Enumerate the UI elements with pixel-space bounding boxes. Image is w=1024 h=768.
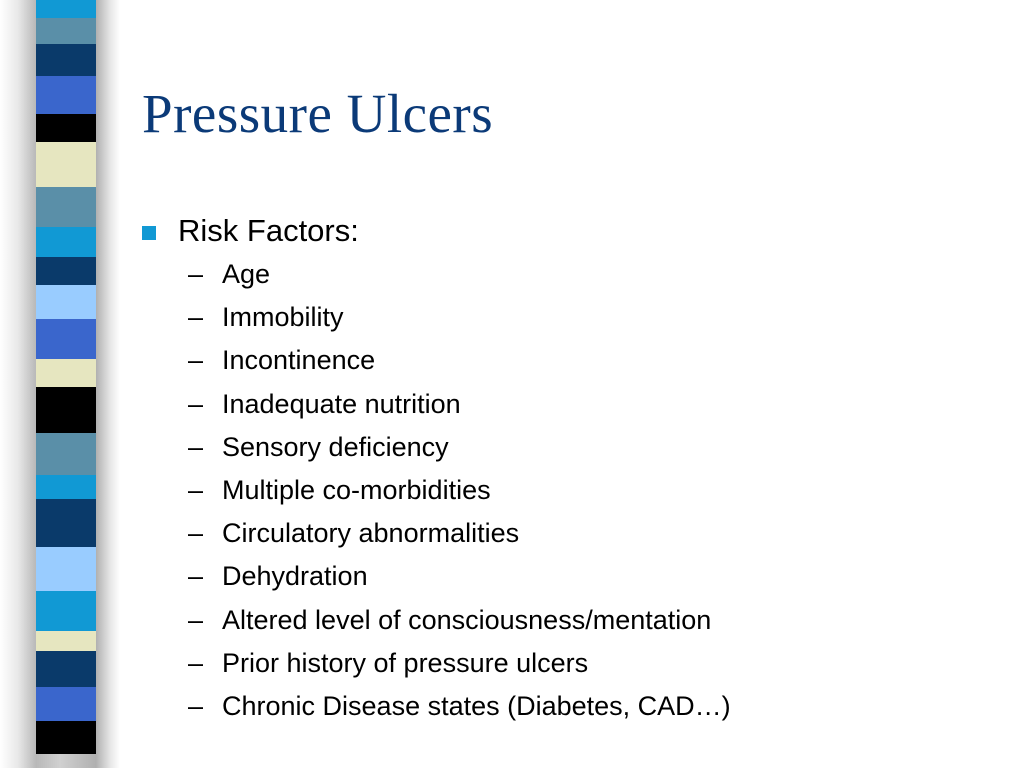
stripe-segment <box>36 319 96 359</box>
list-item <box>188 426 731 469</box>
stripe-segment <box>36 142 96 187</box>
list-item <box>188 469 731 512</box>
stripe-segment <box>36 547 96 591</box>
stripe-segment <box>36 499 96 547</box>
list-item-text: Altered level of consciousness/mentation <box>222 604 712 635</box>
dash-marker: – <box>188 604 204 635</box>
dash-marker: – <box>188 259 204 290</box>
dash-marker: – <box>188 431 204 462</box>
stripe-segment <box>36 721 96 754</box>
list-item <box>188 253 731 296</box>
stripe-segment <box>36 0 96 18</box>
stripe-segment <box>36 433 96 475</box>
list-item <box>188 512 731 555</box>
list-item-text: Dehydration <box>222 561 368 592</box>
list-item <box>188 339 731 382</box>
stripe-segment <box>36 44 96 76</box>
stripe-segment <box>36 18 96 44</box>
stripe-segment <box>36 631 96 651</box>
bullet-risk-factors <box>142 206 359 256</box>
risk-factor-list <box>188 253 731 728</box>
list-item <box>188 685 731 728</box>
dash-marker: – <box>188 302 204 333</box>
dash-marker: – <box>188 690 204 721</box>
stripe-segment <box>36 359 96 387</box>
square-bullet-icon <box>142 226 156 240</box>
dash-marker: – <box>188 518 204 549</box>
list-item <box>188 296 731 339</box>
list-item-text: Chronic Disease states (Diabetes, CAD…) <box>222 690 731 721</box>
list-item-text: Age <box>222 259 271 290</box>
stripe-segment <box>36 687 96 721</box>
stripe-segment <box>36 651 96 687</box>
stripe-segment <box>36 591 96 631</box>
dash-marker: – <box>188 345 204 376</box>
bullet-label: Risk Factors: <box>178 213 359 248</box>
stripe-segment <box>36 387 96 433</box>
decorative-stripe <box>0 0 120 768</box>
list-item-text: Circulatory abnormalities <box>222 518 520 549</box>
slide-title: Pressure Ulcers <box>142 83 494 144</box>
list-item-text: Immobility <box>222 302 344 333</box>
list-item-text: Incontinence <box>222 345 376 376</box>
list-item-text: Sensory deficiency <box>222 431 449 462</box>
stripe-segment <box>36 187 96 227</box>
list-item <box>188 555 731 598</box>
stripe-segment <box>36 227 96 257</box>
stripe-band <box>36 0 96 768</box>
stripe-segment <box>36 114 96 142</box>
dash-marker: – <box>188 561 204 592</box>
stripe-segment <box>36 76 96 114</box>
list-item-text: Multiple co-morbidities <box>222 475 491 506</box>
dash-marker: – <box>188 388 204 419</box>
stripe-segment <box>36 475 96 499</box>
list-item <box>188 383 731 426</box>
list-item <box>188 642 731 685</box>
list-item-text: Prior history of pressure ulcers <box>222 647 589 678</box>
list-item <box>188 599 731 642</box>
dash-marker: – <box>188 475 204 506</box>
stripe-segment <box>36 257 96 285</box>
list-item-text: Inadequate nutrition <box>222 388 461 419</box>
dash-marker: – <box>188 647 204 678</box>
stripe-segment <box>36 285 96 319</box>
